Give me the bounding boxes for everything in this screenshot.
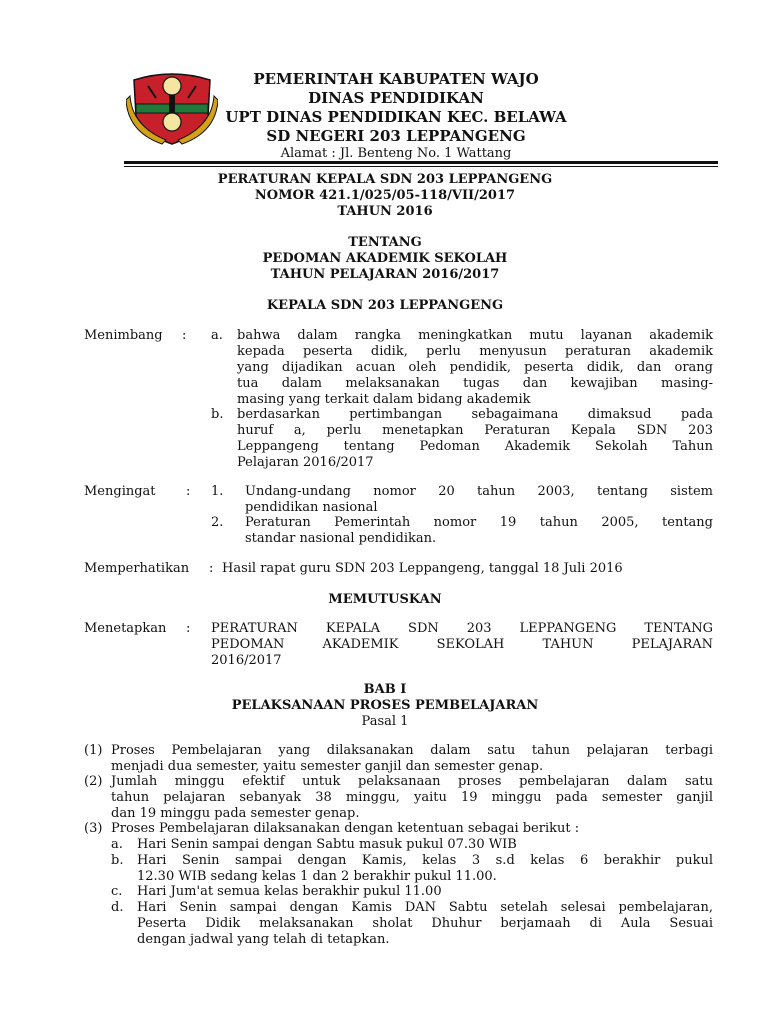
mengingat-text: Peraturan Pemerintah nomor 19 tahun 2005, tentang <box>245 515 713 530</box>
menetapkan-text: 2016/2017 <box>211 653 282 668</box>
letterhead-line: SD NEGERI 203 LEPPANGENG <box>266 127 526 145</box>
about-line: PEDOMAN AKADEMIK SEKOLAH <box>262 251 508 266</box>
article-marker: (1) <box>84 743 103 758</box>
menetapkan-text: PERATURAN KEPALA SDN 203 LEPPANGENG TENTANG <box>211 621 713 636</box>
menimbang-a-text: masing yang terkait dalam bidang akademik <box>237 392 531 407</box>
menetapkan-colon: : <box>186 621 191 636</box>
menimbang-b-text: Pelajaran 2016/2017 <box>237 455 374 470</box>
article-text: Proses Pembelajaran yang dilaksanakan dalam satu tahun pelajaran terbagi <box>111 743 713 758</box>
sub-item-marker: c. <box>111 884 123 899</box>
letterhead <box>210 70 582 162</box>
memperhatikan-text: Hasil rapat guru SDN 203 Leppangeng, tanggal 18 Juli 2016 <box>222 561 623 576</box>
article-title: Pasal 1 <box>361 714 409 729</box>
item-marker: 1. <box>211 484 224 499</box>
sub-item-text: Peserta Didik melaksanakan sholat Dhuhur berjamaah di Aula Sesuai <box>137 916 713 931</box>
sub-item-marker: b. <box>111 853 124 868</box>
article-marker: (2) <box>84 774 103 789</box>
authority-heading: KEPALA SDN 203 LEPPANGENG <box>266 298 504 313</box>
mengingat-text: pendidikan nasional <box>245 500 378 515</box>
sub-item-marker: d. <box>111 900 124 915</box>
sub-item-text: Hari Senin sampai dengan Kamis, kelas 3 s.d kelas 6 berakhir pukul <box>137 853 713 868</box>
article-text: menjadi dua semester, yaitu semester ganjil dan semester genap. <box>111 759 544 774</box>
menimbang-b-text: Leppangeng tentang Pedoman Akademik Sekolah Tahun <box>237 439 713 454</box>
menetapkan-label: Menetapkan <box>84 621 167 636</box>
memperhatikan-label: Memperhatikan <box>84 561 190 576</box>
article-text: dan 19 minggu pada semester genap. <box>111 806 360 821</box>
menimbang-colon: : <box>182 328 187 343</box>
item-marker: a. <box>211 328 223 343</box>
sub-item-text: Hari Jum'at semua kelas berakhir pukul 11.00 <box>137 884 442 899</box>
chapter-title: BAB I <box>363 682 407 697</box>
menimbang-a-text: yang dijadikan acuan oleh pendidik, peserta didik, dan orang <box>237 360 713 375</box>
memperhatikan-colon: : <box>209 561 214 576</box>
menimbang-a-text: tua dalam melaksanakan tugas dan kewajiban masing- <box>237 376 713 391</box>
menimbang-label: Menimbang <box>84 328 163 343</box>
mengingat-text: standar nasional pendidikan. <box>245 531 437 546</box>
sub-item-text: 12.30 WIB sedang kelas 1 dan 2 berakhir pukul 11.00. <box>137 869 497 884</box>
regulation-title: PERATURAN KEPALA SDN 203 LEPPANGENG <box>217 172 553 187</box>
about-line: TAHUN PELAJARAN 2016/2017 <box>270 267 500 282</box>
menetapkan-text: PEDOMAN AKADEMIK SEKOLAH TAHUN PELAJARAN <box>211 637 713 652</box>
article-text: tahun pelajaran sebanyak 38 minggu, yaitu 19 minggu pada semester ganjil <box>111 790 713 805</box>
menimbang-b-text: huruf a, perlu menetapkan Peraturan Kepala SDN 203 <box>237 423 713 438</box>
chapter-subtitle: PELAKSANAAN PROSES PEMBELAJARAN <box>231 698 539 713</box>
memutuskan-heading: MEMUTUSKAN <box>328 592 442 607</box>
letterhead-rule <box>124 166 718 167</box>
regulation-number: NOMOR 421.1/025/05-118/VII/2017 <box>254 188 516 203</box>
sub-item-marker: a. <box>111 837 123 852</box>
article-text: Jumlah minggu efektif untuk pelaksanaan proses pembelajaran dalam satu <box>111 774 713 789</box>
letterhead-line: DINAS PENDIDIKAN <box>308 89 484 107</box>
letterhead-rule <box>124 161 718 164</box>
about-label: TENTANG <box>348 235 422 250</box>
article-text: Proses Pembelajaran dilaksanakan dengan ketentuan sebagai berikut : <box>111 821 580 836</box>
menimbang-b-text: berdasarkan pertimbangan sebagaimana dimaksud pada <box>237 407 713 422</box>
menimbang-a-text: kepada peserta didik, perlu menyusun peraturan akademik <box>237 344 713 359</box>
sub-item-text: Hari Senin sampai dengan Kamis DAN Sabtu setelah selesai pembelajaran, <box>137 900 713 915</box>
regulation-year: TAHUN 2016 <box>337 204 433 219</box>
letterhead-address: Alamat : Jl. Benteng No. 1 Wattang <box>280 146 512 161</box>
item-marker: 2. <box>211 515 224 530</box>
article-marker: (3) <box>84 821 103 836</box>
mengingat-colon: : <box>186 484 191 499</box>
sub-item-text: Hari Senin sampai dengan Sabtu masuk pukul 07.30 WIB <box>137 837 517 852</box>
letterhead-line: PEMERINTAH KABUPATEN WAJO <box>253 70 539 88</box>
letterhead-line: UPT DINAS PENDIDIKAN KEC. BELAWA <box>225 108 567 126</box>
menimbang-a-text: bahwa dalam rangka meningkatkan mutu layanan akademik <box>237 328 713 343</box>
regency-crest-icon <box>126 66 218 146</box>
mengingat-label: Mengingat <box>84 484 156 499</box>
sub-item-text: dengan jadwal yang telah di tetapkan. <box>137 932 390 947</box>
item-marker: b. <box>211 407 224 422</box>
mengingat-text: Undang-undang nomor 20 tahun 2003, tentang sistem <box>245 484 713 499</box>
